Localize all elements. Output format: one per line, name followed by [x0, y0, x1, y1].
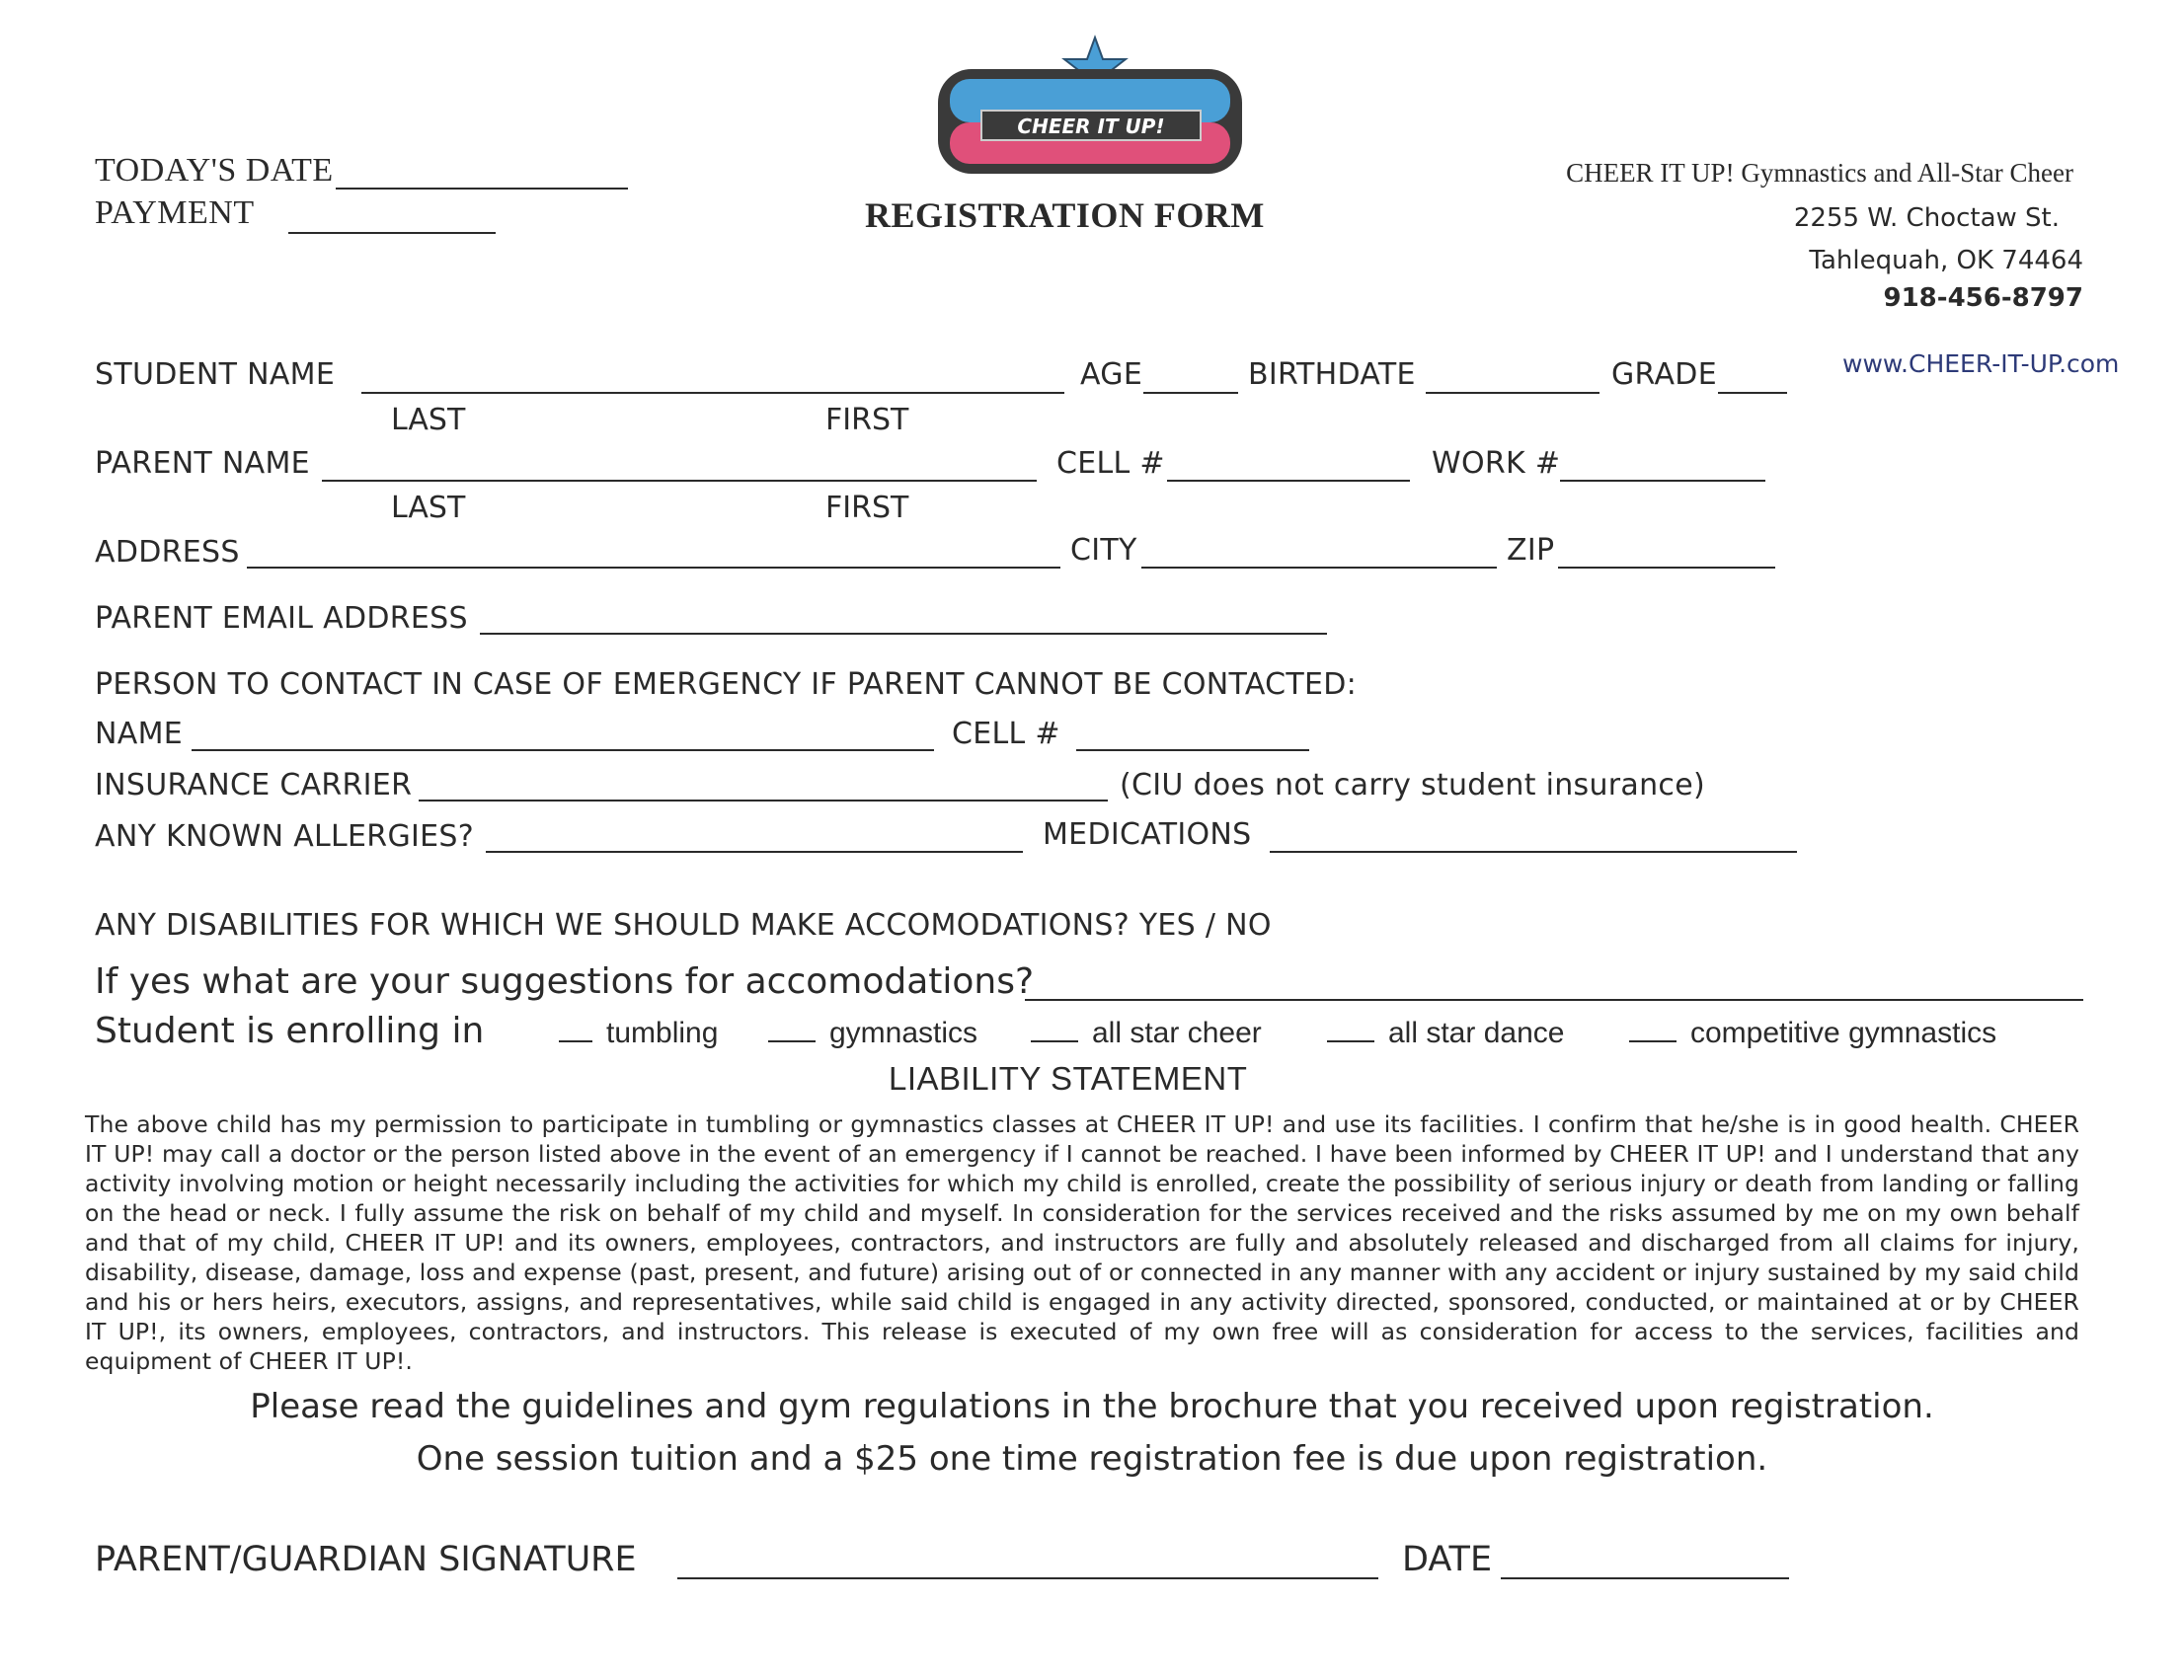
student-last-caption: LAST — [391, 403, 466, 437]
program-option-all-star-cheer[interactable]: all star cheer — [1031, 1017, 1262, 1050]
guidelines-note: Please read the guidelines and gym regulations in the brochure that you received upon registration. — [250, 1387, 1934, 1426]
emergency-cell-field[interactable] — [1076, 749, 1309, 751]
business-street: 2255 W. Choctaw St. — [1793, 203, 2060, 233]
age-label: AGE — [1080, 357, 1143, 392]
todays-date-field[interactable] — [336, 188, 628, 190]
zip-label: ZIP — [1507, 533, 1555, 568]
payment-label: PAYMENT — [95, 194, 255, 231]
emergency-heading: PERSON TO CONTACT IN CASE OF EMERGENCY IF PARENT CANNOT BE CONTACTED: — [95, 667, 1358, 702]
business-city-state-zip: Tahlequah, OK 74464 — [1809, 246, 2083, 275]
enrolling-label: Student is enrolling in — [95, 1011, 485, 1051]
insurance-label: INSURANCE CARRIER — [95, 768, 413, 802]
signature-field[interactable] — [677, 1577, 1378, 1579]
parent-name-label: PARENT NAME — [95, 446, 310, 481]
insurance-note: (CIU does not carry student insurance) — [1120, 768, 1705, 802]
birthdate-field[interactable] — [1426, 392, 1599, 394]
grade-label: GRADE — [1611, 357, 1717, 392]
city-label: CITY — [1070, 533, 1137, 568]
parent-work-label: WORK # — [1432, 446, 1561, 481]
suggestions-label: If yes what are your suggestions for accomodations? — [95, 961, 1035, 1002]
parent-email-label: PARENT EMAIL ADDRESS — [95, 601, 468, 636]
address-field[interactable] — [247, 567, 1060, 569]
parent-cell-field[interactable] — [1167, 480, 1410, 482]
signature-label: PARENT/GUARDIAN SIGNATURE — [95, 1540, 637, 1579]
age-field[interactable] — [1143, 392, 1238, 394]
student-first-caption: FIRST — [825, 403, 909, 437]
allergies-label: ANY KNOWN ALLERGIES? — [95, 819, 474, 854]
signature-date-field[interactable] — [1501, 1577, 1789, 1579]
emergency-name-field[interactable] — [192, 749, 934, 751]
city-field[interactable] — [1141, 567, 1497, 569]
address-label: ADDRESS — [95, 535, 240, 570]
form-title: REGISTRATION FORM — [865, 195, 1265, 235]
allergies-field[interactable] — [486, 851, 1023, 853]
program-option-all-star-dance[interactable]: all star dance — [1327, 1017, 1564, 1050]
parent-name-field[interactable] — [322, 480, 1037, 482]
program-option-tumbling[interactable]: tumbling — [559, 1017, 718, 1050]
parent-email-field[interactable] — [480, 633, 1327, 635]
emergency-cell-label: CELL # — [952, 717, 1060, 751]
student-name-label: STUDENT NAME — [95, 357, 336, 392]
program-option-competitive-gymnastics[interactable]: competitive gymnastics — [1629, 1017, 1996, 1050]
fee-note: One session tuition and a $25 one time registration fee is due upon registration. — [416, 1439, 1768, 1479]
cheer-it-up-logo — [932, 34, 1248, 180]
liability-statement: The above child has my permission to participate in tumbling or gymnastics classes at CHEER IT UP! and use its facilities. I confirm that he/she is in good health. CHEER IT UP! may call a doctor or the person listed above in the event of an emergency if I cannot be reached. I have been informed by CHEER IT UP! and I understand that any activity involving motion or height necessarily including the activities for which my child is enrolled, create the possibility of serious injury or death from landing or falling on the head or neck. I fully assume the risk on behalf of my child and myself. In consideration for the services received and the risks assumed by me on my own behalf and that of my child, CHEER IT UP! and its owners, employees, contractors, and instructors are fully and absolutely released and discharged from all claims for injury, disability, disease, damage, loss and expense (past, present, and future) arising out of or connected in any manner with any accident or injury sustained by my said child and his or hers heirs, executors, assigns, and representatives, while said child is engaged in any activity directed, sponsored, conducted, or maintained at or by CHEER IT UP!, its owners, employees, contractors, and instructors. This release is executed of my own free will as consideration for access to the services, facilities and equipment of CHEER IT UP!. — [85, 1110, 2079, 1375]
payment-field[interactable] — [288, 232, 496, 234]
business-website[interactable]: www.CHEER-IT-UP.com — [1842, 349, 2120, 378]
liability-heading: LIABILITY STATEMENT — [889, 1060, 1248, 1097]
birthdate-label: BIRTHDATE — [1248, 357, 1416, 392]
insurance-field[interactable] — [419, 800, 1108, 802]
business-name: CHEER IT UP! Gymnastics and All-Star Cheer — [1566, 158, 2073, 188]
business-phone: 918-456-8797 — [1883, 283, 2083, 313]
signature-date-label: DATE — [1402, 1540, 1493, 1579]
zip-field[interactable] — [1558, 567, 1775, 569]
emergency-name-label: NAME — [95, 717, 184, 751]
logo-text: CHEER IT UP! — [1017, 115, 1165, 138]
suggestions-field[interactable] — [1025, 999, 2083, 1001]
grade-field[interactable] — [1718, 392, 1787, 394]
disabilities-question: ANY DISABILITIES FOR WHICH WE SHOULD MAKE ACCOMODATIONS? YES / NO — [95, 908, 1272, 943]
parent-work-field[interactable] — [1560, 480, 1765, 482]
parent-cell-label: CELL # — [1056, 446, 1165, 481]
student-name-field[interactable] — [361, 392, 1064, 394]
parent-last-caption: LAST — [391, 491, 466, 525]
medications-label: MEDICATIONS — [1043, 817, 1252, 852]
program-option-gymnastics[interactable]: gymnastics — [768, 1017, 977, 1050]
todays-date-label: TODAY'S DATE — [95, 152, 334, 189]
parent-first-caption: FIRST — [825, 491, 909, 525]
medications-field[interactable] — [1270, 851, 1797, 853]
